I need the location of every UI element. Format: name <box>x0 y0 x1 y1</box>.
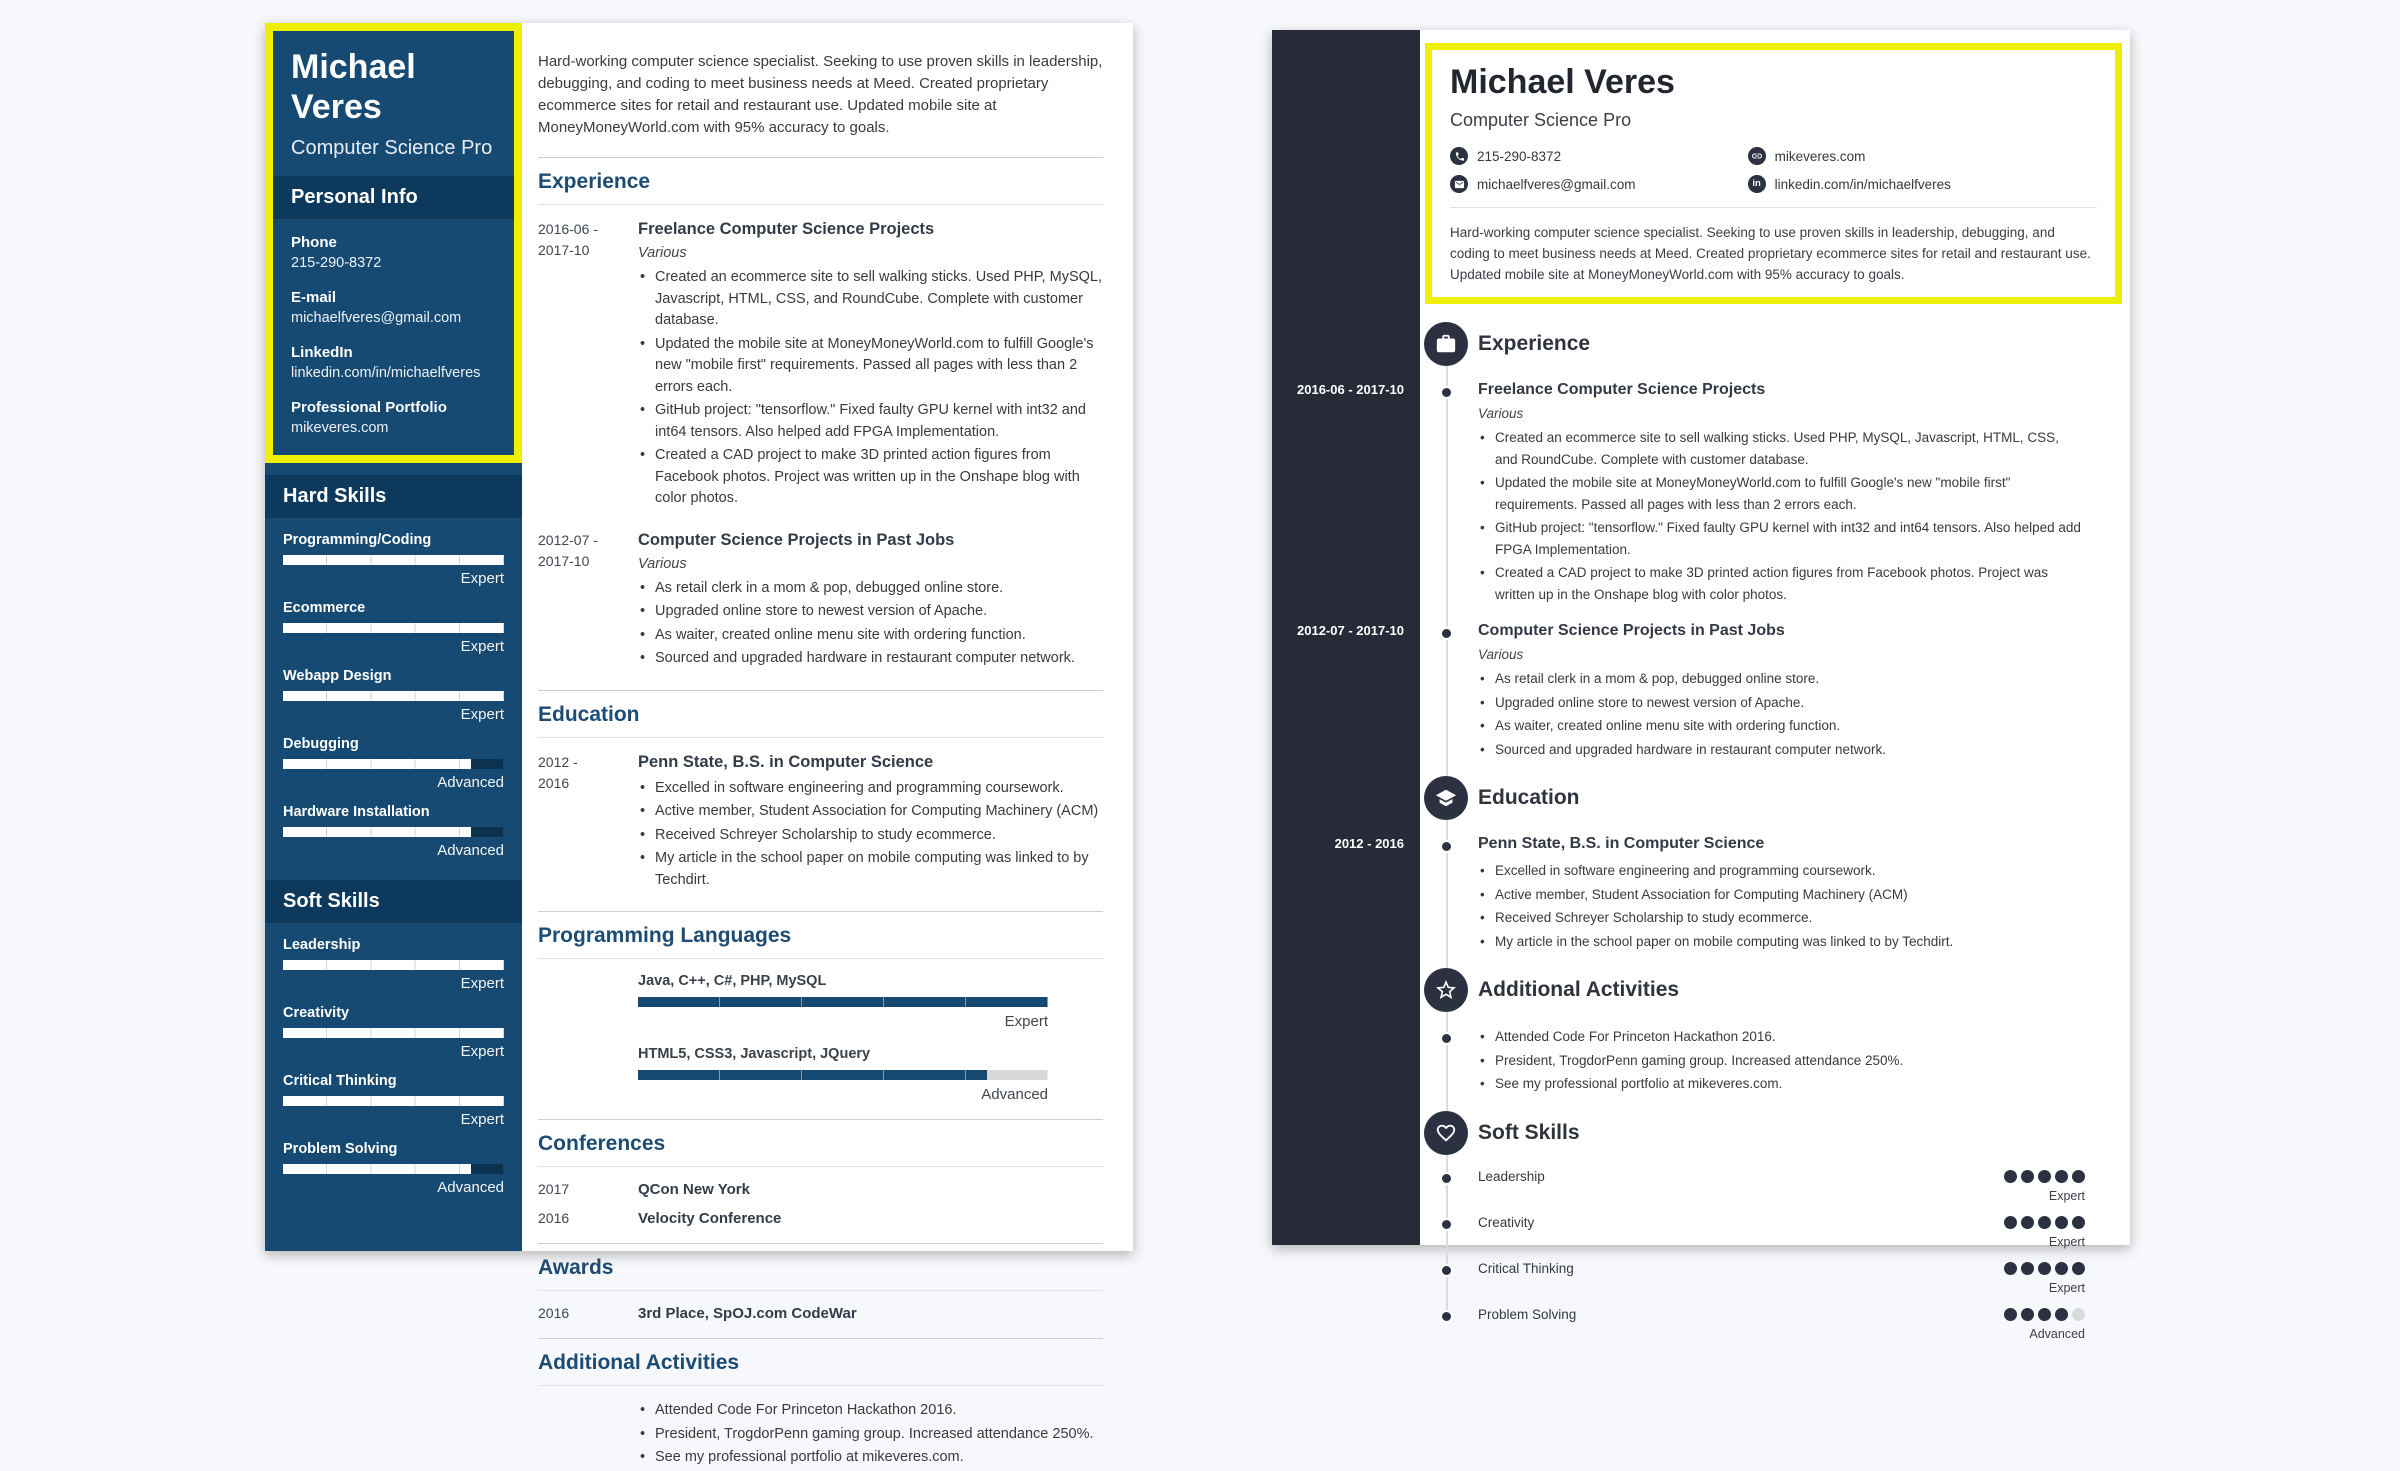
bullet: • GitHub project: "tensorflow." Fixed faulty GPU kernel with int32 and int64 tensors. Also helped add FPGA Implementation. <box>1478 517 2085 560</box>
section-heading: Experience <box>1478 332 1591 355</box>
section-awards <box>538 1243 1103 1322</box>
empty-date-cell <box>538 973 638 1030</box>
skill-level: Expert <box>460 1043 504 1060</box>
section-experience <box>1420 322 2085 366</box>
skill-bar-fill <box>283 1028 504 1038</box>
soft-skills-list <box>265 923 522 1217</box>
language-level: Advanced <box>981 1086 1048 1103</box>
sidebar-spacer <box>265 463 522 475</box>
right-main-column <box>1297 30 2130 1341</box>
skill-level: Advanced <box>437 1179 504 1196</box>
bullet-list <box>638 267 1103 510</box>
skill-level: Expert <box>460 638 504 655</box>
entry-content <box>638 219 1103 512</box>
skill-level: Advanced <box>437 774 504 791</box>
skill-item <box>283 804 504 859</box>
award-year: 2016 <box>538 1305 570 1321</box>
skill-name: Critical Thinking <box>283 1073 397 1089</box>
contact-value[interactable]: linkedin.com/in/michaelfveres <box>1774 176 1951 192</box>
bullet: • GitHub project: "tensorflow." Fixed faulty GPU kernel with int32 and int64 tensors. Also helped add FPGA Implementation. <box>638 400 1103 443</box>
language-item <box>538 973 1103 1030</box>
section-additional-activities <box>1420 968 2085 1012</box>
experience-entry <box>538 219 1103 512</box>
skill-bar <box>283 759 504 769</box>
language-name: Java, C++, C#, PHP, MySQL <box>638 973 827 989</box>
section-conferences <box>538 1119 1103 1227</box>
experience-entry <box>1297 621 2085 760</box>
bullet: • Created a CAD project to make 3D printed action figures from Facebook photos. Project was written up in the Onshape blog with color photos. <box>638 445 1103 510</box>
contact-value[interactable]: michaelfveres@gmail.com <box>1477 176 1636 192</box>
summary-paragraph: Hard-working computer science specialist. Seeking to use proven skills in leadership, debugging, and coding to meet business needs at Meed. Created proprietary ecommerce sites for retail and restaurant use. Updated mobile site at MoneyMoneyWorld.com with 95% accuracy to goals. <box>538 53 1103 136</box>
skill-level: Advanced <box>437 842 504 859</box>
date-to: 2017-10 <box>538 242 590 258</box>
entry-subtitle: Various <box>1478 406 1524 421</box>
skill-bar-fill <box>283 827 471 837</box>
skill-level: Advanced <box>2029 1326 2085 1341</box>
skill-item <box>283 1073 504 1128</box>
programming-languages-list <box>538 959 1103 1103</box>
skill-name: Problem Solving <box>1478 1306 1577 1322</box>
soft-skills-heading: Soft Skills <box>265 880 522 923</box>
soft-skill-row <box>1478 1169 2085 1215</box>
entry-title: Computer Science Projects in Past Jobs <box>638 530 955 549</box>
dot-filled <box>2055 1216 2068 1229</box>
bullet: • Sourced and upgraded hardware in restaurant computer network. <box>638 648 1103 670</box>
empty-date-cell <box>538 1046 638 1103</box>
skill-item <box>283 532 504 587</box>
bullet: • Excelled in software engineering and programming coursework. <box>1478 860 2085 882</box>
bullet: • Sourced and upgraded hardware in restaurant computer network. <box>1478 739 2085 761</box>
personal-info-heading: Personal Info <box>273 176 514 219</box>
dot-filled <box>2055 1262 2068 1275</box>
skill-level: Expert <box>460 706 504 723</box>
empty-date-cell <box>538 1400 638 1471</box>
additional-activities-entry <box>538 1400 1103 1471</box>
left-main-column <box>522 23 1133 1465</box>
left-name <box>273 47 514 127</box>
section-education <box>1420 776 2085 820</box>
dot-filled <box>2055 1308 2068 1321</box>
contact-value[interactable]: mikeveres.com <box>1774 148 1866 164</box>
personal-info-item <box>291 287 496 329</box>
award-name: 3rd Place, SpOJ.com CodeWar <box>638 1305 857 1322</box>
bullet: • Created an ecommerce site to sell walking sticks. Used PHP, MySQL, Javascript, HTML, CSS, and RoundCube. Complete with customer database. <box>638 267 1103 332</box>
dot-filled <box>2038 1308 2051 1321</box>
bullet: • See my professional portfolio at mikeveres.com. <box>638 1447 1103 1469</box>
left-header-highlight-box <box>265 23 522 463</box>
bullet: • Upgraded online store to newest version of Apache. <box>1478 692 2085 714</box>
dot-filled <box>2055 1170 2068 1183</box>
personal-info-list <box>273 232 514 455</box>
resume-page-right <box>1272 30 2130 1341</box>
right-name: Michael Veres <box>1450 63 1675 101</box>
entry-content <box>638 530 1103 672</box>
section-heading: Conferences <box>538 1132 1103 1167</box>
language-bar-fill <box>638 997 1048 1007</box>
skill-level: Expert <box>2048 1234 2085 1249</box>
skill-bar-fill <box>283 759 471 769</box>
timeline-dot <box>1440 1310 1453 1323</box>
section-education <box>538 690 1103 894</box>
conference-name: QCon New York <box>638 1181 750 1198</box>
personal-info-value[interactable]: mikeveres.com <box>291 420 389 436</box>
email-icon <box>1450 175 1468 193</box>
skill-name: Programming/Coding <box>283 532 432 548</box>
dot-filled <box>2021 1170 2034 1183</box>
skill-name: Leadership <box>283 937 361 953</box>
entry-subtitle: Various <box>1478 647 1524 662</box>
date-from: 2012-07 - <box>538 531 598 548</box>
bullet-list <box>638 1400 1103 1471</box>
skill-item <box>283 1141 504 1196</box>
skill-bar <box>283 827 504 837</box>
timeline-dot <box>1440 386 1453 399</box>
skill-bar <box>283 691 504 701</box>
star-icon <box>1424 968 1468 1012</box>
dot-empty <box>2072 1308 2085 1321</box>
conference-name: Velocity Conference <box>638 1210 782 1227</box>
skill-dots <box>2004 1262 2085 1275</box>
timeline-dot <box>1440 1032 1453 1045</box>
section-heading: Additional Activities <box>1478 978 1680 1001</box>
bullet: • Received Schreyer Scholarship to study ecommerce. <box>638 825 1103 847</box>
skill-item <box>283 1005 504 1060</box>
entry-subtitle: Various <box>638 555 687 572</box>
skill-bar-fill <box>283 1096 504 1106</box>
experience-entry <box>538 530 1103 672</box>
dot-filled <box>2021 1308 2034 1321</box>
entry-content <box>638 752 1103 894</box>
section-heading: Experience <box>538 170 1103 205</box>
language-item <box>538 1046 1103 1103</box>
skill-item <box>283 668 504 723</box>
timeline-dot <box>1440 1264 1453 1277</box>
contact-website <box>1748 147 2097 165</box>
bullet: • As retail clerk in a mom & pop, debugged online store. <box>1478 668 2085 690</box>
skill-bar <box>283 1164 504 1174</box>
skill-bar-fill <box>283 555 504 565</box>
bullet: • My article in the school paper on mobile computing was linked to by Techdirt. <box>1478 931 2085 953</box>
section-heading: Education <box>538 703 1103 738</box>
left-name-line2: Veres <box>291 88 382 126</box>
experience-entry <box>1297 380 2085 605</box>
skill-dots <box>2004 1216 2085 1229</box>
bullet: • As waiter, created online menu site with ordering function. <box>1478 715 2085 737</box>
right-job-title: Computer Science Pro <box>1450 110 1632 130</box>
personal-info-item <box>291 232 496 274</box>
timeline-area <box>1297 322 2130 1383</box>
skill-name: Critical Thinking <box>1478 1260 1574 1276</box>
left-sidebar <box>265 23 522 1251</box>
skill-name: Hardware Installation <box>283 804 430 820</box>
skill-name: Leadership <box>1478 1168 1545 1184</box>
bullet: • Excelled in software engineering and programming coursework. <box>638 778 1103 800</box>
skill-name: Webapp Design <box>283 668 392 684</box>
timeline-date: 2012-07 - 2017-10 <box>1297 623 1404 638</box>
bullet-list <box>1478 1026 2085 1095</box>
personal-info-value[interactable]: linkedin.com/in/michaelfveres <box>291 365 481 381</box>
personal-info-item <box>291 397 496 455</box>
dot-filled <box>2038 1216 2051 1229</box>
conference-year: 2016 <box>538 1210 570 1226</box>
education-entry <box>538 752 1103 894</box>
left-job-title: Computer Science Pro <box>291 137 493 159</box>
skill-bar-fill <box>283 623 504 633</box>
bullet: • My article in the school paper on mobile computing was linked to by Techdirt. <box>638 848 1103 891</box>
graduation-cap-icon <box>1424 776 1468 820</box>
language-content <box>638 1046 1048 1103</box>
skill-bar-fill <box>283 1164 471 1174</box>
dot-filled <box>2021 1216 2034 1229</box>
bullet-list <box>1478 427 2085 605</box>
personal-info-label: Professional Portfolio <box>291 399 447 416</box>
entry-title: Computer Science Projects in Past Jobs <box>1478 622 1785 639</box>
education-entry <box>1334 834 2085 952</box>
bullet-list <box>638 778 1103 892</box>
linkedin-icon: in <box>1748 175 1766 193</box>
hard-skills-list <box>265 518 522 880</box>
dot-filled <box>2021 1262 2034 1275</box>
dot-filled <box>2072 1262 2085 1275</box>
skill-bar-fill <box>283 691 504 701</box>
entry-title: Penn State, B.S. in Computer Science <box>1478 835 1765 852</box>
section-heading: Additional Activities <box>538 1351 1103 1386</box>
section-heading: Education <box>1478 786 1580 809</box>
dot-filled <box>2004 1216 2017 1229</box>
soft-skill-row <box>1478 1215 2085 1261</box>
section-heading: Soft Skills <box>1478 1120 1580 1144</box>
bullet: • Created an ecommerce site to sell walking sticks. Used PHP, MySQL, Javascript, HTML, CSS, and RoundCube. Complete with customer database. <box>1478 427 2085 470</box>
award-row <box>538 1305 1103 1322</box>
dot-filled <box>2004 1308 2017 1321</box>
bullet: • Created a CAD project to make 3D printed action figures from Facebook photos. Project was written up in the Onshape blog with color photos. <box>1478 562 2085 605</box>
personal-info-value[interactable]: 215-290-8372 <box>291 255 382 271</box>
bullet: • Attended Code For Princeton Hackathon 2016. <box>638 1400 1103 1422</box>
skill-dots <box>2004 1170 2085 1183</box>
bullet: • Active member, Student Association for Computing Machinery (ACM) <box>1478 884 2085 906</box>
dot-filled <box>2004 1262 2017 1275</box>
skill-name: Creativity <box>1478 1214 1535 1230</box>
entry-dates <box>538 530 638 672</box>
skill-name: Ecommerce <box>283 600 366 616</box>
left-name-line1: Michael <box>291 48 416 86</box>
skill-level: Expert <box>2048 1188 2085 1203</box>
dot-filled <box>2038 1262 2051 1275</box>
skill-item <box>283 600 504 655</box>
soft-skill-row <box>1478 1261 2085 1307</box>
bullet-list <box>1478 860 2085 952</box>
heart-icon <box>1424 1111 1468 1155</box>
dot-filled <box>2038 1170 2051 1183</box>
skill-level: Expert <box>460 1111 504 1128</box>
timeline-dot <box>1440 840 1453 853</box>
entry-dates <box>538 219 638 512</box>
section-additional-activities <box>538 1338 1103 1471</box>
additional-activities-entry <box>1420 1026 2085 1095</box>
language-content <box>638 973 1048 1030</box>
section-heading: Programming Languages <box>538 924 1103 959</box>
personal-info-label: LinkedIn <box>291 344 353 361</box>
entry-subtitle: Various <box>638 245 687 261</box>
dot-filled <box>2004 1170 2017 1183</box>
skill-name: Problem Solving <box>283 1141 398 1157</box>
contact-email <box>1450 175 1748 193</box>
bullet: • President, TrogdorPenn gaming group. Increased attendance 250%. <box>638 1424 1103 1446</box>
bullet: • As retail clerk in a mom & pop, debugged online store. <box>638 578 1103 600</box>
language-bar <box>638 997 1048 1007</box>
bullet: • Upgraded online store to newest version of Apache. <box>638 601 1103 623</box>
language-level: Expert <box>1004 1013 1048 1030</box>
date-to: 2016 <box>538 774 570 791</box>
link-icon <box>1748 147 1766 165</box>
bullet: • Received Schreyer Scholarship to study ecommerce. <box>1478 907 2085 929</box>
skill-bar <box>283 960 504 970</box>
date-from: 2016-06 - <box>538 221 598 237</box>
soft-skills-list <box>1420 1169 2085 1353</box>
date-from: 2012 - <box>538 753 578 770</box>
soft-skill-row <box>1478 1307 2085 1353</box>
skill-name: Debugging <box>283 736 359 752</box>
bullet: • Active member, Student Association for Computing Machinery (ACM) <box>638 801 1103 823</box>
skill-bar <box>283 1028 504 1038</box>
timeline-date: 2016-06 - 2017-10 <box>1297 382 1404 397</box>
timeline-date: 2012 - 2016 <box>1334 836 1404 851</box>
entry-title: Freelance Computer Science Projects <box>1478 381 1766 398</box>
contact-phone <box>1450 147 1748 165</box>
date-to: 2017-10 <box>538 552 590 569</box>
bullet: • See my professional portfolio at mikeveres.com. <box>1478 1073 2085 1095</box>
skill-level: Expert <box>2048 1280 2085 1295</box>
right-header-highlight-box <box>1425 43 2122 304</box>
skill-item <box>283 937 504 992</box>
bullet-list <box>638 578 1103 670</box>
skill-item <box>283 736 504 791</box>
contact-linkedin <box>1748 175 2097 193</box>
skill-level: Expert <box>460 570 504 587</box>
language-name: HTML5, CSS3, Javascript, JQuery <box>638 1046 871 1062</box>
skill-bar <box>283 623 504 633</box>
bullet: • Attended Code For Princeton Hackathon 2016. <box>1478 1026 2085 1048</box>
section-experience <box>538 157 1103 672</box>
summary-paragraph: Hard-working computer science specialist. Seeking to use proven skills in leadership, debugging, and coding to meet business needs at Meed. Created proprietary ecommerce sites for retail and restaurant use. Updated mobile site at MoneyMoneyWorld.com with 95% accuracy to goals. <box>1450 225 2091 282</box>
timeline-dot <box>1440 627 1453 640</box>
section-programming-languages <box>538 911 1103 1103</box>
entry-title: Freelance Computer Science Projects <box>638 220 935 238</box>
skill-bar-fill <box>283 960 504 970</box>
conference-row <box>538 1181 1103 1198</box>
skill-bar <box>283 1096 504 1106</box>
language-bar-fill <box>638 1070 987 1080</box>
language-bar <box>638 1070 1048 1080</box>
skill-bar <box>283 555 504 565</box>
contact-value: 215-290-8372 <box>1477 148 1562 164</box>
bullet: • As waiter, created online menu site with ordering function. <box>638 625 1103 647</box>
skill-dots <box>2004 1308 2085 1321</box>
conference-list <box>538 1167 1103 1227</box>
conference-row <box>538 1210 1103 1227</box>
bullet-list <box>1478 668 2085 760</box>
section-heading: Awards <box>538 1256 1103 1291</box>
personal-info-value[interactable]: michaelfveres@gmail.com <box>291 310 462 326</box>
personal-info-label: E-mail <box>291 289 337 306</box>
hard-skills-heading: Hard Skills <box>265 475 522 518</box>
personal-info-item <box>291 342 496 384</box>
timeline-dot <box>1440 1218 1453 1231</box>
entry-title: Penn State, B.S. in Computer Science <box>638 752 934 771</box>
bullet: • Updated the mobile site at MoneyMoneyWorld.com to fulfill Google's new "mobile first" requirements. Passed all pages with less than 2 errors each. <box>1478 472 2085 515</box>
skill-name: Creativity <box>283 1005 350 1021</box>
section-soft-skills <box>1420 1111 2085 1155</box>
resume-page-left <box>265 23 1133 1465</box>
dot-filled <box>2072 1170 2085 1183</box>
conference-year: 2017 <box>538 1181 570 1197</box>
briefcase-icon <box>1424 322 1468 366</box>
skill-level: Expert <box>460 975 504 992</box>
phone-icon <box>1450 147 1468 165</box>
personal-info-label: Phone <box>291 234 337 251</box>
timeline-dot <box>1440 1172 1453 1185</box>
bullet: • President, TrogdorPenn gaming group. Increased attendance 250%. <box>1478 1050 2085 1072</box>
award-list <box>538 1291 1103 1322</box>
contact-grid <box>1450 147 2097 208</box>
entry-dates <box>538 752 638 894</box>
dot-filled <box>2072 1216 2085 1229</box>
bullet: • Updated the mobile site at MoneyMoneyWorld.com to fulfill Google's new "mobile first" requirements. Passed all pages with less than 2 errors each. <box>638 334 1103 399</box>
